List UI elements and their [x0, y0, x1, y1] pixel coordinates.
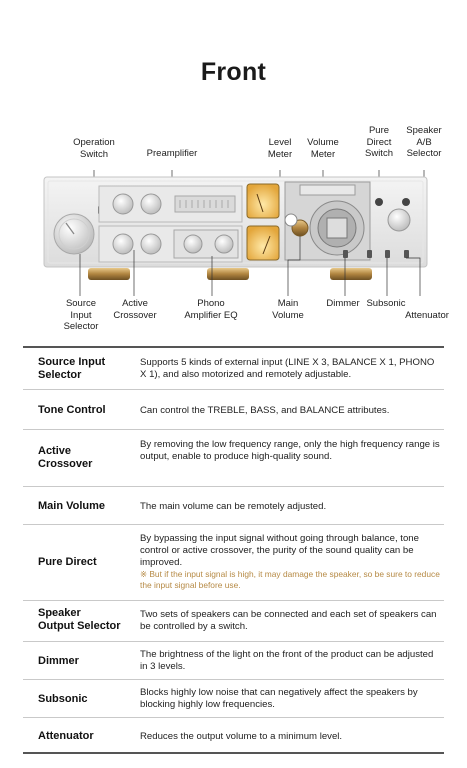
callout-volume-meter: Volume Meter: [307, 137, 339, 160]
row-label: Source Input Selector: [38, 356, 106, 381]
table-row: [23, 642, 444, 680]
page-title: Front: [200, 58, 267, 86]
table-row: [23, 525, 444, 601]
amplifier-illustration: [0, 170, 467, 300]
row-description: The main volume can be remotely adjusted.: [140, 501, 327, 512]
callout-active-crossover: Active Crossover: [113, 298, 157, 321]
row-description: Blocks highly low noise that can negatively affect the speakers by blocking highly low frequencies.: [140, 687, 418, 710]
row-description: Supports 5 kinds of external input (LINE X 3, BALANCE X 1, PHONO X 1), and also motorized and remotely adjustable.: [140, 357, 435, 380]
row-warning-note: ※ But if the input signal is high, it may damage the speaker, so be sure to reduce the input signal before use.: [140, 569, 440, 590]
row-label: Active Crossover: [38, 445, 93, 470]
table-row: [23, 430, 444, 487]
table-row: [23, 718, 444, 754]
table-row: [23, 348, 444, 390]
row-label: Dimmer: [38, 655, 79, 667]
row-label: Main Volume: [38, 500, 106, 512]
callout-main-volume: Main Volume: [272, 298, 304, 321]
row-description: Two sets of speakers can be connected and each set of speakers can be controlled by a switch.: [140, 609, 437, 632]
row-description-text: By bypassing the input signal without going through balance, tone control or active crossover, the purity of the sound quality can be improved.: [140, 533, 419, 568]
table-row: [23, 390, 444, 430]
callout-attenuator: Attenuator: [405, 310, 449, 321]
table-bottom-rule: [23, 752, 444, 754]
callout-speaker-ab-selector: Speaker A/B Selector: [406, 125, 442, 159]
row-label: Speaker Output Selector: [38, 607, 121, 632]
callout-phono-amplifier-eq: Phono Amplifier EQ: [184, 298, 238, 321]
callout-pure-direct-switch: Pure Direct Switch: [365, 125, 393, 159]
callout-subsonic: Subsonic: [366, 298, 406, 309]
callout-level-meter: Level Meter: [267, 137, 293, 160]
row-description: Reduces the output volume to a minimum level.: [140, 731, 343, 742]
row-label: Attenuator: [38, 730, 94, 742]
table-row: [23, 487, 444, 525]
callout-operation-switch: Operation Switch: [73, 137, 115, 160]
callout-source-input-selector: Source Input Selector: [63, 298, 99, 332]
row-label: Tone Control: [38, 404, 106, 416]
table-row: [23, 601, 444, 642]
row-label: Pure Direct: [38, 556, 97, 568]
row-description: [140, 533, 442, 591]
row-label: Subsonic: [38, 693, 88, 705]
callout-preamplifier: Preamplifier: [146, 148, 198, 159]
table-row: [23, 680, 444, 718]
row-description: Can control the TREBLE, BASS, and BALANCE attributes.: [140, 405, 390, 416]
row-description: The brightness of the light on the front of the product can be adjusted in 3 levels.: [140, 649, 434, 672]
row-description: By removing the low frequency range, only the high frequency range is output, enable to produce high-quality sound.: [140, 439, 440, 462]
amplifier-front-diagram: [0, 170, 467, 300]
callout-dimmer: Dimmer: [326, 298, 360, 309]
